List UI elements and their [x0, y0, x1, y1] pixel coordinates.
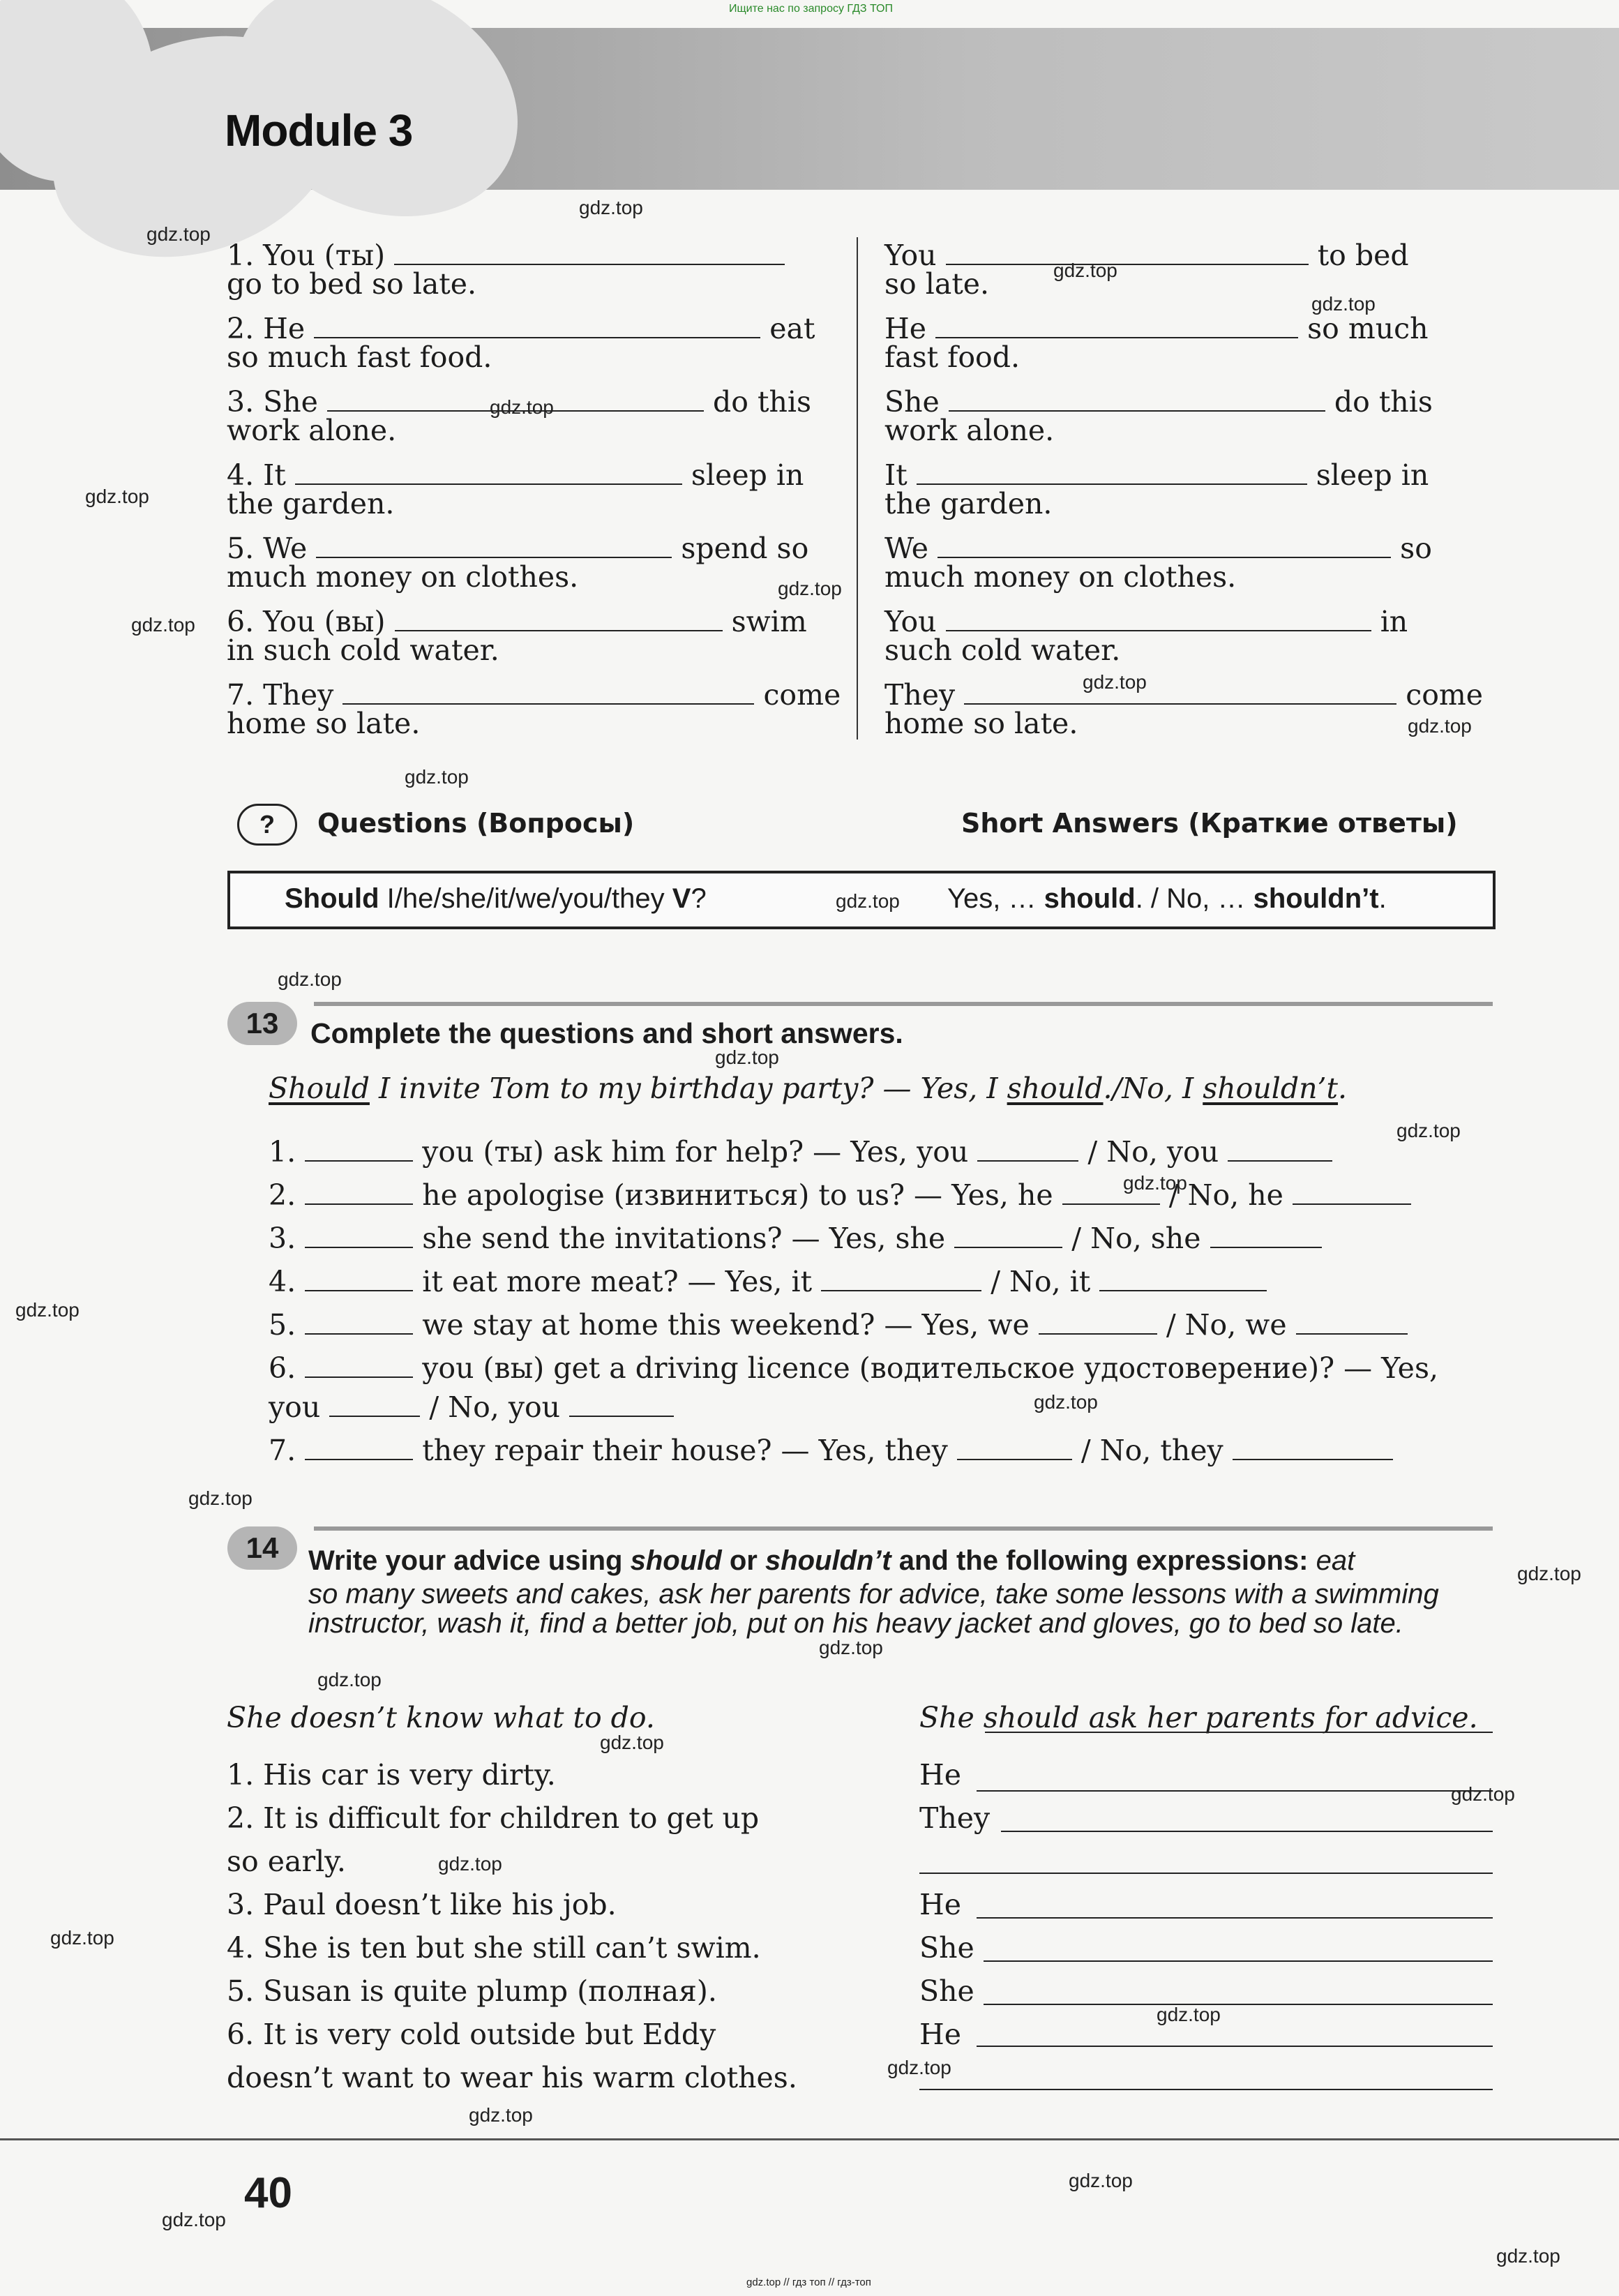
answer-subject: He	[919, 1888, 962, 1921]
watermark: gdz.top	[1311, 293, 1376, 315]
list-item: home so late.	[227, 707, 421, 740]
answer-blank[interactable]	[342, 678, 754, 705]
answer-subject: She	[919, 1931, 974, 1965]
answer-blank[interactable]	[569, 1390, 674, 1417]
list-item: 2. he apologise (извиниться) to us? — Yes, he / No, he	[269, 1178, 1411, 1210]
list-item: doesn’t want to wear his warm clothes.	[227, 2061, 797, 2094]
question-pattern: Should I/he/she/it/we/you/they V?	[285, 883, 707, 914]
example-sentence: Should I invite Tom to my birthday party? — Yes, I should./No, I shouldn’t.	[269, 1072, 1348, 1105]
footer-rule	[0, 2138, 1619, 2140]
list-item: 4. it eat more meat? — Yes, it / No, it	[269, 1265, 1267, 1297]
list-item: 7. They come	[227, 678, 841, 712]
watermark: gdz.top	[1069, 2170, 1133, 2191]
module-title: Module 3	[225, 105, 413, 156]
watermark: gdz.top	[1396, 1120, 1461, 1141]
list-item: They come	[884, 678, 1484, 712]
list-item: so early.	[227, 1845, 346, 1878]
watermark: gdz.top	[50, 1927, 114, 1949]
watermark: gdz.top	[715, 1046, 779, 1068]
list-item: 6. you (вы) get a driving licence (водительское удостоверение)? — Yes,	[269, 1351, 1439, 1385]
answer-blank[interactable]	[316, 532, 672, 558]
short-answers-heading: Short Answers (Краткие ответы)	[961, 808, 1458, 839]
list-item: You in	[884, 605, 1408, 638]
watermark: gdz.top	[1408, 715, 1472, 737]
watermark: gdz.top	[819, 1637, 883, 1658]
list-item: 6. You (вы) swim	[227, 605, 807, 638]
watermark: gdz.top	[85, 486, 149, 507]
list-item: fast food.	[884, 340, 1020, 374]
list-item: 6. It is very cold outside but Eddy	[227, 2018, 716, 2051]
answer-blank[interactable]	[395, 605, 723, 631]
watermark: gdz.top	[131, 614, 195, 636]
list-item: home so late.	[884, 707, 1078, 740]
list-item: so late.	[884, 267, 990, 301]
list-item: the garden.	[884, 487, 1053, 520]
answer-subject: He	[919, 1758, 962, 1792]
watermark: gdz.top	[1451, 1783, 1515, 1805]
watermark: gdz.top	[1496, 2245, 1560, 2267]
list-item: so much fast food.	[227, 340, 492, 374]
list-item: 4. It sleep in	[227, 458, 804, 492]
list-item: you / No, you	[269, 1390, 674, 1423]
list-item: 1. You (ты)	[227, 239, 785, 271]
list-item: 5. we stay at home this weekend? — Yes, we / No, we	[269, 1308, 1408, 1340]
watermark: gdz.top	[1517, 1563, 1581, 1584]
answer-blank[interactable]	[314, 312, 760, 338]
watermark: gdz.top	[490, 396, 554, 418]
answer-line[interactable]	[977, 2046, 1493, 2047]
answer-blank[interactable]	[937, 532, 1391, 558]
answer-line[interactable]	[977, 1917, 1493, 1919]
watermark: gdz.top	[469, 2104, 533, 2126]
answer-blank[interactable]	[954, 1222, 1062, 1248]
list-item: 7. they repair their house? — Yes, they / No, they	[269, 1434, 1393, 1466]
watermark: gdz.top	[1157, 2004, 1221, 2025]
answer-blank[interactable]	[305, 1265, 413, 1291]
watermark: gdz.top	[278, 968, 342, 990]
answer-blank[interactable]	[1228, 1135, 1332, 1162]
list-item: much money on clothes.	[227, 560, 579, 594]
list-item: It sleep in	[884, 458, 1429, 492]
answer-blank[interactable]	[957, 1434, 1072, 1460]
task-expressions: so many sweets and cakes, ask her parents for advice, take some lessons with a swimming instructor, wash it, find a better job, put on his heavy jacket and gloves, go to bed so late.	[308, 1579, 1439, 1639]
watermark: gdz.top	[1053, 260, 1117, 281]
answer-blank[interactable]	[305, 1135, 413, 1162]
answer-blank[interactable]	[946, 605, 1371, 631]
answer-blank[interactable]	[1210, 1222, 1322, 1248]
watermark: gdz.top	[1123, 1172, 1187, 1194]
answer-line[interactable]	[984, 2004, 1493, 2005]
example-situation: She doesn’t know what to do.	[227, 1701, 655, 1734]
answer-blank[interactable]	[917, 458, 1307, 485]
watermark: gdz.top	[778, 578, 842, 599]
answer-line[interactable]	[1001, 1831, 1493, 1832]
watermark: gdz.top	[405, 766, 469, 788]
watermark: gdz.top	[1034, 1391, 1098, 1413]
list-item: He so much	[884, 312, 1429, 345]
list-item: in such cold water.	[227, 633, 499, 667]
answer-blank[interactable]	[394, 239, 785, 265]
watermark: gdz.top	[600, 1732, 664, 1753]
list-item: 1. you (ты) ask him for help? — Yes, you / No, you	[269, 1135, 1332, 1167]
answer-line[interactable]	[984, 1960, 1493, 1962]
list-item: 4. She is ten but she still can’t swim.	[227, 1931, 761, 1965]
answer-pattern: Yes, … should. / No, … shouldn’t.	[947, 883, 1387, 914]
answer-blank[interactable]	[1296, 1308, 1408, 1335]
task-number-badge: 13	[227, 1002, 297, 1045]
task-number-badge: 14	[227, 1526, 297, 1570]
list-item: go to bed so late.	[227, 267, 477, 301]
watermark: gdz.top	[317, 1669, 382, 1690]
section-rule	[314, 1002, 1493, 1006]
answer-blank[interactable]	[1293, 1178, 1411, 1205]
list-item: 5. Susan is quite plump (полная).	[227, 1974, 717, 2008]
watermark: gdz.top	[188, 1487, 253, 1509]
list-item: You to bed	[884, 239, 1409, 272]
list-item: 5. We spend so	[227, 532, 809, 565]
list-item: 3. Paul doesn’t like his job.	[227, 1888, 617, 1921]
section-rule	[314, 1526, 1493, 1531]
list-item: much money on clothes.	[884, 560, 1237, 594]
example-advice: She should ask her parents for advice.	[919, 1701, 1478, 1734]
answer-blank[interactable]	[964, 678, 1396, 705]
answer-subject: She	[919, 1974, 974, 2008]
answer-blank[interactable]	[935, 312, 1298, 338]
answer-blank[interactable]	[821, 1265, 981, 1291]
question-icon: ?	[237, 804, 297, 846]
watermark: gdz.top	[15, 1299, 80, 1321]
column-divider	[857, 237, 858, 740]
answer-blank[interactable]	[305, 1308, 413, 1335]
watermark: gdz.top	[579, 197, 643, 218]
answer-blank[interactable]	[305, 1434, 413, 1460]
answer-blank[interactable]	[1099, 1265, 1267, 1291]
example-underline	[985, 1732, 1493, 1733]
bottom-banner-text: gdz.top // гдз топ // гдз-топ	[746, 2276, 871, 2288]
answer-subject: They	[919, 1801, 991, 1835]
answer-line[interactable]	[919, 2089, 1493, 2090]
answer-blank[interactable]	[977, 1135, 1078, 1162]
list-item: 2. It is difficult for children to get up	[227, 1801, 760, 1835]
answer-blank[interactable]	[295, 458, 682, 485]
answer-blank[interactable]	[305, 1351, 413, 1378]
watermark: gdz.top	[887, 2057, 951, 2078]
watermark: gdz.top	[146, 223, 211, 245]
list-item: 2. He eat	[227, 312, 815, 345]
answer-blank[interactable]	[305, 1178, 413, 1205]
list-item: the garden.	[227, 487, 395, 520]
list-item: work alone.	[227, 414, 397, 447]
list-item: We so	[884, 532, 1432, 565]
top-banner-text: Ищите нас по запросу ГДЗ ТОП	[729, 3, 893, 15]
list-item: She do this	[884, 385, 1433, 419]
answer-blank[interactable]	[1039, 1308, 1157, 1335]
answer-blank[interactable]	[305, 1222, 413, 1248]
task-heading: Complete the questions and short answers.	[310, 1017, 903, 1049]
answer-blank[interactable]	[1233, 1434, 1393, 1460]
watermark: gdz.top	[836, 890, 900, 912]
answer-blank[interactable]	[946, 239, 1309, 265]
list-item: work alone.	[884, 414, 1055, 447]
list-item: such cold water.	[884, 633, 1121, 667]
list-item: 1. His car is very dirty.	[227, 1758, 556, 1792]
watermark: gdz.top	[438, 1853, 502, 1875]
list-item: 3. she send the invitations? — Yes, she / No, she	[269, 1222, 1322, 1254]
watermark: gdz.top	[162, 2209, 226, 2230]
answer-line[interactable]	[919, 1873, 1493, 1874]
answer-blank[interactable]	[329, 1390, 420, 1417]
list-item: 3. She do this	[227, 385, 812, 419]
page-number: 40	[244, 2169, 292, 2217]
questions-heading: Questions (Вопросы)	[317, 808, 635, 839]
answer-blank[interactable]	[949, 385, 1325, 412]
task-heading: Write your advice using should or shouldn’t and the following expressions: eat	[308, 1545, 1355, 1576]
answer-subject: He	[919, 2018, 962, 2051]
watermark: gdz.top	[1083, 671, 1147, 693]
answer-line[interactable]	[977, 1790, 1493, 1792]
